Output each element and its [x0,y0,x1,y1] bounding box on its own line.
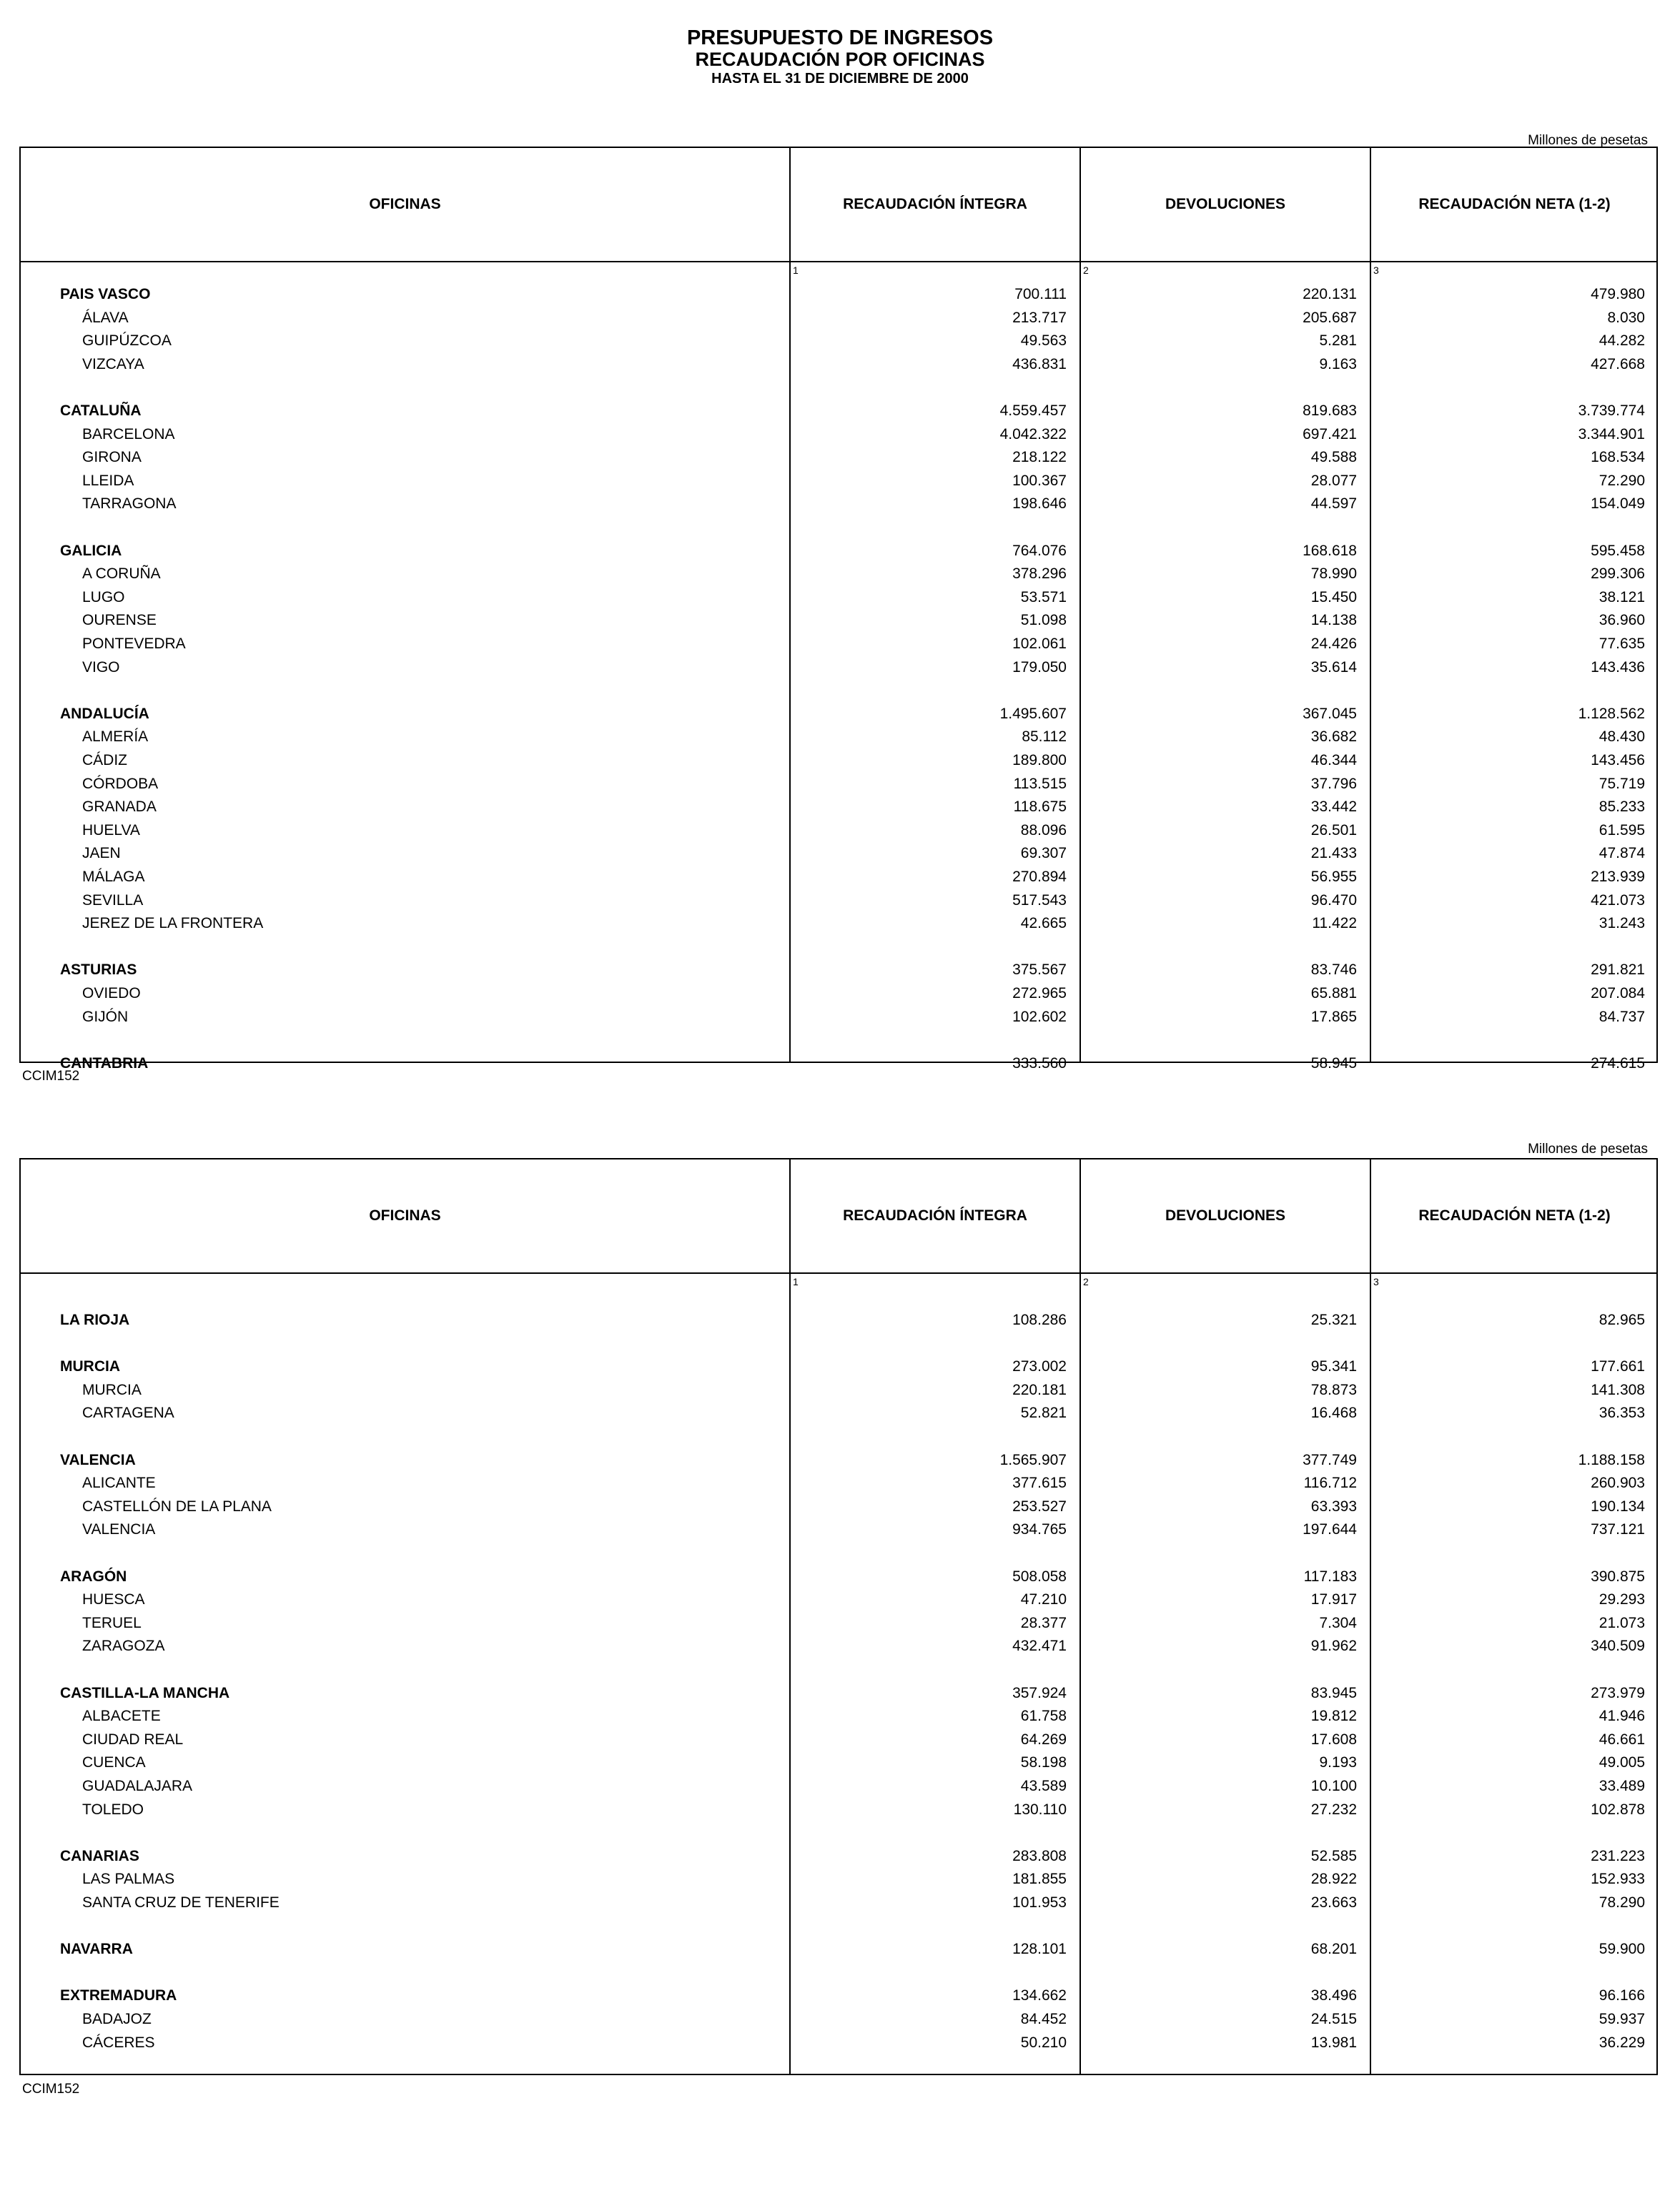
gross-collection-value: 283.808 [1012,1848,1067,1864]
refunds-value: 23.663 [1310,1894,1357,1911]
office-name: PONTEVEDRA [82,635,186,652]
table-row [21,843,1656,864]
table-group-row [21,284,1656,305]
net-collection-value: 390.875 [1591,1568,1645,1585]
gross-collection-value: 69.307 [1020,845,1067,861]
office-name: VIGO [82,659,120,676]
gross-collection-value: 179.050 [1012,659,1067,676]
table-group-row [21,1566,1656,1588]
net-collection-value: 421.073 [1591,892,1645,909]
gross-collection-value: 42.665 [1020,915,1067,931]
refunds-value: 26.501 [1310,822,1357,839]
table-row [21,587,1656,608]
table-row [21,1752,1656,1774]
table-row [21,1613,1656,1634]
table-row [21,1776,1656,1797]
office-name: GUADALAJARA [82,1778,193,1794]
footer-code-2: CCIM152 [22,2082,80,2097]
refunds-value: 9.193 [1319,1754,1357,1771]
office-name: ARAGÓN [60,1568,127,1585]
refunds-value: 65.881 [1310,985,1357,1001]
gross-collection-value: 128.101 [1012,1941,1067,1957]
refunds-value: 52.585 [1310,1848,1357,1864]
refunds-value: 220.131 [1303,286,1357,302]
table-row [21,1519,1656,1540]
refunds-value: 49.588 [1310,449,1357,465]
table-row [21,1380,1656,1401]
col-header-oficinas: OFICINAS [369,1207,441,1224]
table-group-row [21,1450,1656,1471]
office-name: JAEN [82,845,121,861]
office-name: GIJÓN [82,1009,129,1025]
gross-collection-value: 4.042.322 [999,426,1067,442]
net-collection-value: 273.979 [1591,1685,1645,1701]
footer-code-1: CCIM152 [22,1069,80,1084]
net-collection-value: 21.073 [1599,1615,1645,1631]
office-name: GALICIA [60,543,122,559]
column-number-3: 3 [1373,264,1379,276]
refunds-value: 17.608 [1310,1731,1357,1748]
table-row [21,447,1656,468]
gross-collection-value: 108.286 [1012,1312,1067,1328]
gross-collection-value: 270.894 [1012,869,1067,885]
units-label-1: Millones de pesetas [1528,133,1648,148]
gross-collection-value: 49.563 [1020,332,1067,349]
office-name: MURCIA [82,1382,142,1398]
gross-collection-value: 61.758 [1020,1708,1067,1724]
gross-collection-value: 28.377 [1020,1615,1067,1631]
title-line-3: HASTA EL 31 DE DICIEMBRE DE 2000 [711,71,969,86]
office-name: ASTURIAS [60,961,137,978]
refunds-value: 38.496 [1310,1987,1357,2004]
gross-collection-value: 253.527 [1012,1498,1067,1515]
office-name: LUGO [82,589,125,605]
net-collection-value: 102.878 [1591,1801,1645,1818]
gross-collection-value: 85.112 [1022,728,1067,745]
refunds-value: 377.749 [1303,1452,1357,1468]
office-name: SEVILLA [82,892,144,909]
column-number-2: 2 [1083,1276,1089,1287]
column-number-2: 2 [1083,264,1089,276]
refunds-value: 83.746 [1310,961,1357,978]
table-row [21,726,1656,748]
table-group-row [21,1356,1656,1378]
net-collection-value: 48.430 [1599,728,1645,745]
refunds-value: 697.421 [1303,426,1357,442]
office-name: ÁLAVA [82,310,129,326]
net-collection-value: 1.188.158 [1578,1452,1645,1468]
table-row [21,563,1656,585]
net-collection-value: 143.456 [1591,752,1645,768]
refunds-value: 37.796 [1310,776,1357,792]
gross-collection-value: 53.571 [1020,589,1067,605]
refunds-value: 35.614 [1310,659,1357,676]
gross-collection-value: 102.061 [1012,635,1067,652]
office-name: LA RIOJA [60,1312,130,1328]
gross-collection-value: 1.565.907 [999,1452,1067,1468]
table-row [21,657,1656,678]
net-collection-value: 41.946 [1599,1708,1645,1724]
column-number-3: 3 [1373,1276,1379,1287]
net-collection-value: 190.134 [1591,1498,1645,1515]
refunds-value: 13.981 [1310,2034,1357,2051]
net-collection-value: 96.166 [1599,1987,1645,2004]
gross-collection-value: 432.471 [1012,1638,1067,1654]
gross-collection-value: 213.717 [1012,310,1067,326]
title-line-2: RECAUDACIÓN POR OFICINAS [695,49,985,70]
table-row [21,470,1656,492]
net-collection-value: 595.458 [1591,543,1645,559]
table-row [21,1729,1656,1751]
page-title [0,27,1680,87]
office-name: JEREZ DE LA FRONTERA [82,915,264,931]
net-collection-value: 59.937 [1599,2011,1645,2027]
title-line-1: PRESUPUESTO DE INGRESOS [686,26,994,49]
col-header-oficinas: OFICINAS [369,196,441,212]
net-collection-value: 340.509 [1591,1638,1645,1654]
gross-collection-value: 517.543 [1012,892,1067,909]
col-header-integra: RECAUDACIÓN ÍNTEGRA [843,196,1027,212]
gross-collection-value: 508.058 [1012,1568,1067,1585]
office-name: CÓRDOBA [82,776,159,792]
refunds-value: 5.281 [1319,332,1357,349]
gross-collection-value: 50.210 [1020,2034,1067,2051]
table-row [21,1869,1656,1890]
office-name: GUIPÚZCOA [82,332,172,349]
col-header-neta: RECAUDACIÓN NETA (1-2) [1418,1207,1611,1224]
gross-collection-value: 134.662 [1012,1987,1067,2004]
office-name: CÁCERES [82,2034,155,2051]
col-header-integra: RECAUDACIÓN ÍNTEGRA [843,1207,1027,1224]
net-collection-value: 207.084 [1591,985,1645,1001]
gross-collection-value: 357.924 [1012,1685,1067,1701]
gross-collection-value: 218.122 [1012,449,1067,465]
refunds-value: 367.045 [1303,706,1357,722]
table-row [21,750,1656,771]
refunds-value: 7.304 [1319,1615,1357,1631]
table-row [21,2009,1656,2030]
gross-collection-value: 52.821 [1020,1405,1067,1421]
refunds-value: 10.100 [1310,1778,1357,1794]
gross-collection-value: 377.615 [1012,1475,1067,1491]
gross-collection-value: 102.602 [1012,1009,1067,1025]
table-row [21,820,1656,841]
office-name: CANTABRIA [60,1055,149,1072]
gross-collection-value: 64.269 [1020,1731,1067,1748]
gross-collection-value: 273.002 [1012,1358,1067,1375]
table-row [21,890,1656,911]
table-group-row [21,1846,1656,1867]
office-name: CATALUÑA [60,402,142,419]
office-name: GIRONA [82,449,142,465]
table-group-row [21,1985,1656,2007]
net-collection-value: 36.229 [1599,2034,1645,2051]
net-collection-value: 29.293 [1599,1591,1645,1608]
table-row [21,354,1656,375]
gross-collection-value: 101.953 [1012,1894,1067,1911]
net-collection-value: 72.290 [1599,473,1645,489]
refunds-value: 15.450 [1310,589,1357,605]
net-collection-value: 38.121 [1599,589,1645,605]
net-collection-value: 427.668 [1591,356,1645,372]
net-collection-value: 85.233 [1599,798,1645,815]
net-collection-value: 299.306 [1591,565,1645,582]
net-collection-value: 177.661 [1591,1358,1645,1375]
office-name: TARRAGONA [82,495,177,512]
refunds-value: 197.644 [1303,1521,1357,1538]
net-collection-value: 31.243 [1599,915,1645,931]
net-collection-value: 479.980 [1591,286,1645,302]
refunds-value: 117.183 [1303,1568,1357,1585]
office-name: OURENSE [82,612,157,628]
table-group-row [21,703,1656,725]
net-collection-value: 154.049 [1591,495,1645,512]
office-name: CASTILLA-LA MANCHA [60,1685,230,1701]
net-collection-value: 36.960 [1599,612,1645,628]
table-group-row [21,959,1656,981]
refunds-value: 27.232 [1310,1801,1357,1818]
refunds-value: 78.990 [1310,565,1357,582]
table-row [21,1706,1656,1727]
office-name: A CORUÑA [82,565,161,582]
refunds-value: 28.077 [1310,473,1357,489]
refunds-value: 19.812 [1310,1708,1357,1724]
table-row [21,1403,1656,1424]
net-collection-value: 78.290 [1599,1894,1645,1911]
gross-collection-value: 130.110 [1013,1801,1067,1818]
refunds-value: 21.433 [1310,845,1357,861]
table-group-row [21,540,1656,562]
net-collection-value: 231.223 [1591,1848,1645,1864]
office-name: VALENCIA [60,1452,136,1468]
net-collection-value: 737.121 [1591,1521,1645,1538]
table-row [21,330,1656,352]
net-collection-value: 82.965 [1599,1312,1645,1328]
table-row [21,307,1656,329]
refunds-value: 17.865 [1310,1009,1357,1025]
refunds-value: 63.393 [1310,1498,1357,1515]
refunds-value: 56.955 [1310,869,1357,885]
table-row [21,1006,1656,1028]
gross-collection-value: 118.675 [1013,798,1067,815]
gross-collection-value: 934.765 [1012,1521,1067,1538]
net-collection-value: 36.353 [1599,1405,1645,1421]
net-collection-value: 8.030 [1607,310,1645,326]
table-row [21,633,1656,655]
table-group-row [21,400,1656,422]
table-group-row [21,1310,1656,1331]
net-collection-value: 143.436 [1591,659,1645,676]
refunds-value: 46.344 [1310,752,1357,768]
table-row [21,2032,1656,2054]
table-row [21,424,1656,445]
refunds-value: 36.682 [1310,728,1357,745]
refunds-value: 33.442 [1310,798,1357,815]
net-collection-value: 59.900 [1599,1941,1645,1957]
office-name: ALBACETE [82,1708,161,1724]
net-collection-value: 152.933 [1591,1871,1645,1887]
table-row [21,1636,1656,1657]
refunds-value: 24.426 [1310,635,1357,652]
net-collection-value: 141.308 [1591,1382,1645,1398]
net-collection-value: 49.005 [1599,1754,1645,1771]
office-name: CARTAGENA [82,1405,174,1421]
refunds-value: 58.945 [1310,1055,1357,1072]
col-header-devoluciones: DEVOLUCIONES [1165,1207,1286,1224]
gross-collection-value: 333.560 [1012,1055,1067,1072]
office-name: LAS PALMAS [82,1871,175,1887]
gross-collection-value: 47.210 [1020,1591,1067,1608]
gross-collection-value: 113.515 [1013,776,1067,792]
col-header-devoluciones: DEVOLUCIONES [1165,196,1286,212]
gross-collection-value: 198.646 [1012,495,1067,512]
gross-collection-value: 764.076 [1012,543,1067,559]
refunds-value: 95.341 [1310,1358,1357,1375]
revenue-table-2 [19,1158,1658,2075]
office-name: NAVARRA [60,1941,133,1957]
table-row [21,1799,1656,1821]
refunds-value: 14.138 [1310,612,1357,628]
refunds-value: 91.962 [1310,1638,1357,1654]
revenue-table-1 [19,147,1658,1072]
gross-collection-value: 84.452 [1020,2011,1067,2027]
gross-collection-value: 378.296 [1012,565,1067,582]
office-name: BADAJOZ [82,2011,152,2027]
refunds-value: 78.873 [1310,1382,1357,1398]
gross-collection-value: 436.831 [1012,356,1067,372]
units-label-2: Millones de pesetas [1528,1142,1648,1157]
office-name: CIUDAD REAL [82,1731,184,1748]
office-name: HUESCA [82,1591,145,1608]
net-collection-value: 260.903 [1591,1475,1645,1491]
table-row [21,983,1656,1004]
office-name: ZARAGOZA [82,1638,165,1654]
column-number-1: 1 [793,264,799,276]
table-group-row [21,1053,1656,1074]
table-row [21,1892,1656,1914]
gross-collection-value: 181.855 [1012,1871,1067,1887]
table-row [21,866,1656,888]
gross-collection-value: 58.198 [1020,1754,1067,1771]
refunds-value: 168.618 [1303,543,1357,559]
refunds-value: 9.163 [1319,356,1357,372]
office-name: CASTELLÓN DE LA PLANA [82,1498,272,1515]
refunds-value: 205.687 [1303,310,1357,326]
office-name: TOLEDO [82,1801,144,1818]
office-name: GRANADA [82,798,157,815]
table-row [21,913,1656,934]
table-row [21,610,1656,631]
col-header-neta: RECAUDACIÓN NETA (1-2) [1418,196,1611,212]
office-name: ANDALUCÍA [60,706,149,722]
table-header-1 [21,148,1656,262]
office-name: OVIEDO [82,985,141,1001]
office-name: ALICANTE [82,1475,156,1491]
column-number-1: 1 [793,1276,799,1287]
refunds-value: 16.468 [1310,1405,1357,1421]
gross-collection-value: 51.098 [1020,612,1067,628]
table-group-row [21,1939,1656,1960]
net-collection-value: 47.874 [1599,845,1645,861]
office-name: TERUEL [82,1615,142,1631]
gross-collection-value: 272.965 [1012,985,1067,1001]
net-collection-value: 75.719 [1599,776,1645,792]
gross-collection-value: 189.800 [1012,752,1067,768]
net-collection-value: 84.737 [1599,1009,1645,1025]
net-collection-value: 44.282 [1599,332,1645,349]
gross-collection-value: 1.495.607 [999,706,1067,722]
net-collection-value: 61.595 [1599,822,1645,839]
refunds-value: 11.422 [1312,915,1357,931]
table-header-2 [21,1159,1656,1274]
office-name: EXTREMADURA [60,1987,177,2004]
gross-collection-value: 43.589 [1020,1778,1067,1794]
table-row [21,1589,1656,1611]
office-name: LLEIDA [82,473,134,489]
gross-collection-value: 4.559.457 [999,402,1067,419]
office-name: VALENCIA [82,1521,156,1538]
refunds-value: 44.597 [1310,495,1357,512]
office-name: HUELVA [82,822,140,839]
office-name: MÁLAGA [82,869,145,885]
office-name: VIZCAYA [82,356,144,372]
table-row [21,1496,1656,1518]
refunds-value: 25.321 [1310,1312,1357,1328]
office-name: MURCIA [60,1358,120,1375]
table-row [21,1473,1656,1494]
net-collection-value: 274.615 [1591,1055,1645,1072]
office-name: SANTA CRUZ DE TENERIFE [82,1894,280,1911]
gross-collection-value: 220.181 [1012,1382,1067,1398]
refunds-value: 819.683 [1303,402,1357,419]
net-collection-value: 168.534 [1591,449,1645,465]
refunds-value: 24.515 [1310,2011,1357,2027]
net-collection-value: 46.661 [1599,1731,1645,1748]
table-row [21,493,1656,515]
gross-collection-value: 88.096 [1020,822,1067,839]
refunds-value: 83.945 [1310,1685,1357,1701]
table-group-row [21,1683,1656,1704]
office-name: CUENCA [82,1754,146,1771]
office-name: BARCELONA [82,426,175,442]
refunds-value: 28.922 [1310,1871,1357,1887]
refunds-value: 96.470 [1310,892,1357,909]
gross-collection-value: 375.567 [1012,961,1067,978]
net-collection-value: 1.128.562 [1578,706,1645,722]
net-collection-value: 77.635 [1599,635,1645,652]
gross-collection-value: 700.111 [1014,286,1067,302]
net-collection-value: 3.739.774 [1578,402,1645,419]
net-collection-value: 213.939 [1591,869,1645,885]
refunds-value: 68.201 [1310,1941,1357,1957]
office-name: ALMERÍA [82,728,149,745]
gross-collection-value: 100.367 [1012,473,1067,489]
office-name: CÁDIZ [82,752,127,768]
office-name: CANARIAS [60,1848,139,1864]
office-name: PAIS VASCO [60,286,151,302]
net-collection-value: 33.489 [1599,1778,1645,1794]
refunds-value: 116.712 [1303,1475,1357,1491]
net-collection-value: 291.821 [1591,961,1645,978]
net-collection-value: 3.344.901 [1578,426,1645,442]
table-row [21,796,1656,818]
refunds-value: 17.917 [1310,1591,1357,1608]
table-row [21,773,1656,795]
